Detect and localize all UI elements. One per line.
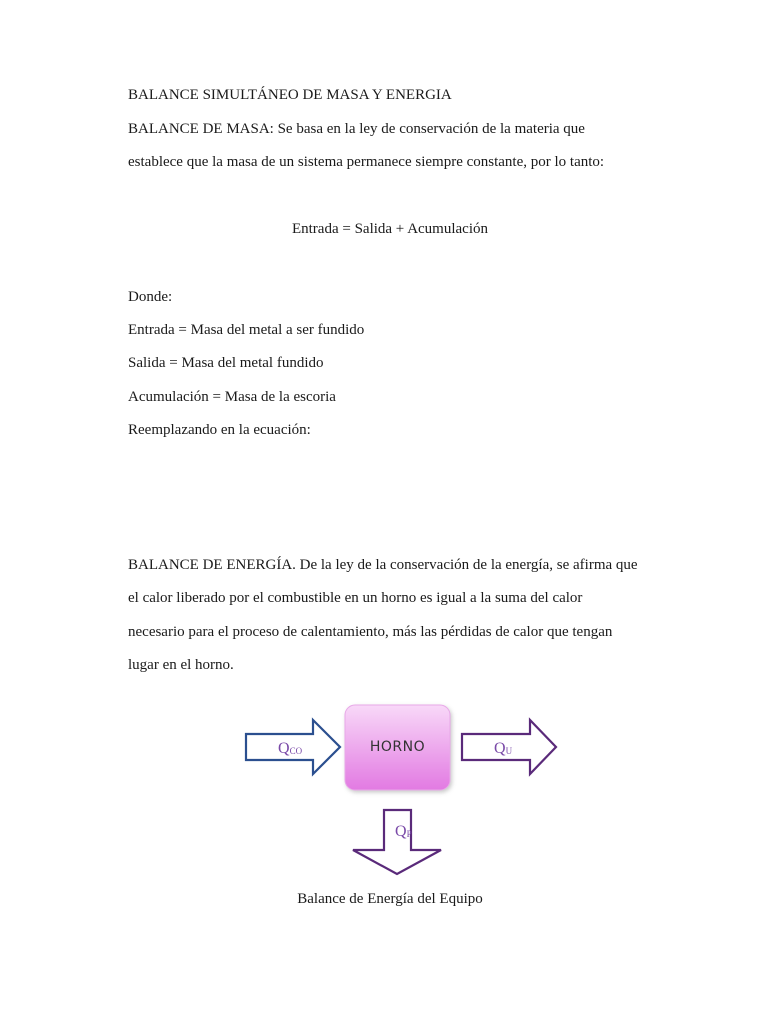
heat-loss-arrow bbox=[353, 810, 441, 874]
energy-balance-paragraph-line-2: el calor liberado por el combustible en un horno es igual a la suma del calor bbox=[128, 590, 583, 606]
furnace-box bbox=[345, 705, 450, 790]
output-arrow-label: Q bbox=[494, 740, 506, 757]
reemplazando-text: Reemplazando en la ecuación: bbox=[128, 422, 311, 438]
input-heat-arrow bbox=[246, 720, 340, 774]
mass-balance-paragraph-line-2: establece que la masa de un sistema permanece siempre constante, por lo tanto: bbox=[128, 154, 605, 170]
loss-arrow-subscript: P bbox=[406, 829, 412, 839]
input-arrow-label: Q bbox=[278, 740, 290, 757]
input-arrow-subscript: CO bbox=[289, 746, 303, 756]
output-arrow-subscript: U bbox=[505, 746, 513, 756]
energy-balance-paragraph-line-1: BALANCE DE ENERGÍA. De la ley de la conservación de la energía, se afirma que bbox=[128, 557, 638, 573]
energy-balance-paragraph-line-3: necesario para el proceso de calentamiento, más las pérdidas de calor que tengan bbox=[128, 624, 613, 640]
donde-label: Donde: bbox=[128, 289, 173, 305]
document-title: BALANCE SIMULTÁNEO DE MASA Y ENERGIA bbox=[128, 87, 452, 103]
definition-acumulacion: Acumulación = Masa de la escoria bbox=[128, 389, 336, 405]
mass-balance-paragraph-line-1: BALANCE DE MASA: Se basa en la ley de conservación de la materia que bbox=[128, 121, 585, 137]
definition-salida: Salida = Masa del metal fundido bbox=[128, 355, 324, 371]
definition-entrada: Entrada = Masa del metal a ser fundido bbox=[128, 322, 365, 338]
loss-arrow-label: Q bbox=[395, 823, 407, 840]
mass-balance-equation: Entrada = Salida + Acumulación bbox=[291, 221, 489, 237]
energy-balance-diagram bbox=[0, 690, 768, 880]
diagram-caption: Balance de Energía del Equipo bbox=[297, 891, 483, 907]
output-heat-arrow bbox=[462, 720, 556, 774]
furnace-label: HORNO bbox=[369, 739, 426, 755]
energy-balance-paragraph-line-4: lugar en el horno. bbox=[128, 657, 234, 673]
